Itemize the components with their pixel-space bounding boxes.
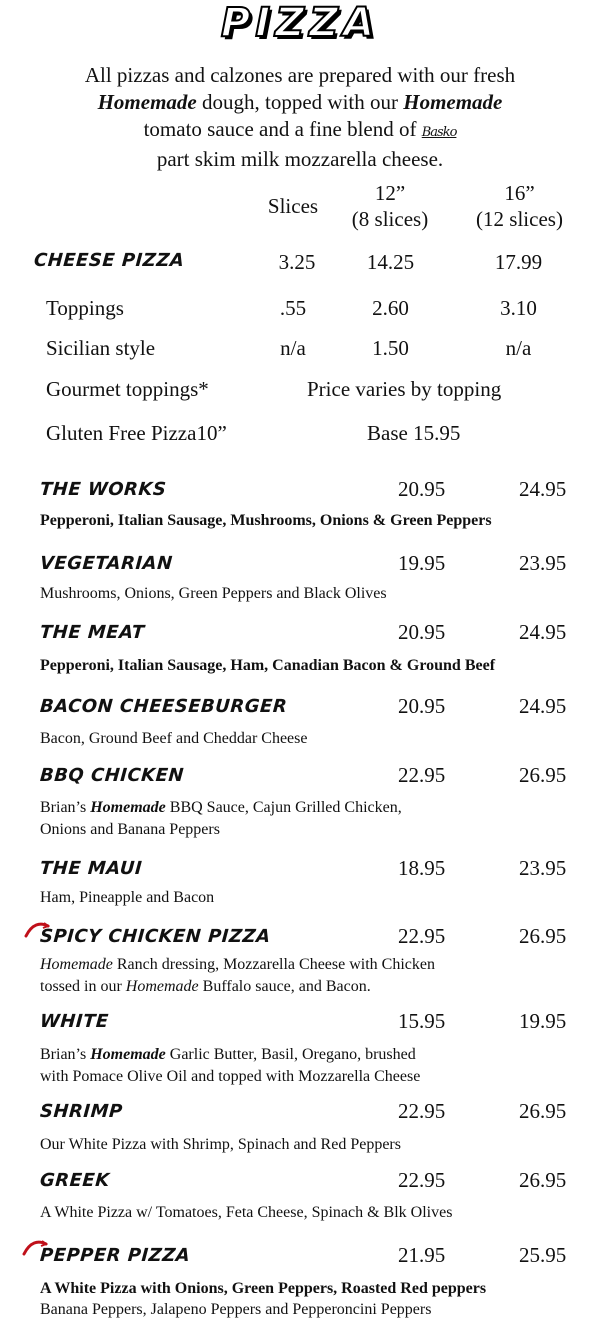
- gourmet-label: Gourmet toppings*: [46, 377, 209, 401]
- header-large-size: 16”: [504, 181, 535, 205]
- cheese-large-price: 17.99: [494, 250, 543, 274]
- cheese-medium-price: 14.25: [366, 250, 415, 274]
- specialty-description: A White Pizza w/ Tomatoes, Feta Cheese, Spinach & Blk Olives: [40, 1204, 453, 1221]
- header-medium-slices: (8 slices): [351, 207, 429, 231]
- specialty-name: THE MEAT: [39, 622, 146, 643]
- specialty-description: Mushrooms, Onions, Green Peppers and Black Olives: [40, 585, 387, 602]
- desc-fragment: Brian’s: [40, 1046, 91, 1063]
- cheese-slice-price: 3.25: [278, 250, 316, 274]
- page-title: PIZZA: [220, 0, 380, 46]
- intro-line: All pizzas and calzones are prepared with our fresh: [84, 63, 516, 87]
- header-slices: Slices: [267, 194, 319, 218]
- specialty-large-price: 26.95: [519, 1168, 567, 1192]
- specialty-medium-price: 22.95: [398, 924, 446, 948]
- specialty-description: A White Pizza with Onions, Green Peppers, Roasted Red peppers: [40, 1280, 487, 1297]
- specialty-name: BBQ CHICKEN: [39, 765, 185, 786]
- sicilian-large-price: n/a: [505, 336, 532, 360]
- sicilian-slice-price: n/a: [280, 336, 306, 360]
- specialty-medium-price: 22.95: [398, 763, 446, 787]
- specialty-description: [40, 797, 402, 819]
- specialty-medium-price: 18.95: [398, 856, 446, 880]
- header-medium-size: 12”: [374, 181, 406, 205]
- header-large: [462, 180, 577, 232]
- specialty-description: Pepperoni, Italian Sausage, Ham, Canadian Bacon & Ground Beef: [40, 657, 496, 674]
- intro-fragment: dough, topped with our: [196, 90, 404, 114]
- sicilian-medium-price: 1.50: [372, 336, 409, 360]
- homemade-emphasis: Homemade: [90, 1046, 166, 1063]
- specialty-description-line2: Banana Peppers, Jalapeno Peppers and Pepperoncini Peppers: [40, 1301, 432, 1318]
- specialty-name: PEPPER PIZZA: [39, 1245, 191, 1266]
- homemade-emphasis: Homemade: [403, 90, 503, 114]
- gluten-free-label: Gluten Free Pizza10”: [46, 421, 227, 445]
- specialty-name: VEGETARIAN: [39, 553, 174, 574]
- specialty-medium-price: 22.95: [398, 1168, 446, 1192]
- specialty-name: THE MAUI: [39, 858, 143, 879]
- intro-text: [30, 62, 570, 173]
- specialty-description-line2: with Pomace Olive Oil and topped with Mozzarella Cheese: [40, 1068, 421, 1085]
- specialty-name: THE WORKS: [39, 479, 168, 500]
- homemade-emphasis: Homemade: [125, 978, 199, 995]
- specialty-description-line2: [40, 976, 371, 998]
- specialty-large-price: 19.95: [519, 1009, 567, 1033]
- specialty-description: [40, 954, 435, 976]
- desc-fragment: Ranch dressing, Mozzarella Cheese with Chicken: [112, 956, 435, 973]
- desc-fragment: Brian’s: [40, 799, 91, 816]
- desc-fragment: Garlic Butter, Basil, Oregano, brushed: [165, 1046, 416, 1063]
- specialty-large-price: 26.95: [519, 763, 567, 787]
- cheese-pizza-label: CHEESE PIZZA: [33, 250, 186, 271]
- specialty-large-price: 23.95: [519, 551, 567, 575]
- desc-fragment: BBQ Sauce, Cajun Grilled Chicken,: [165, 799, 402, 816]
- specialty-description: Bacon, Ground Beef and Cheddar Cheese: [40, 730, 308, 747]
- specialty-medium-price: 19.95: [398, 551, 446, 575]
- toppings-slice-price: .55: [279, 296, 307, 320]
- specialty-medium-price: 20.95: [398, 620, 446, 644]
- intro-line: [30, 89, 570, 116]
- specialty-name: GREEK: [39, 1170, 111, 1191]
- cheese-brand-logo: Basko: [421, 125, 457, 140]
- specialty-medium-price: 20.95: [398, 694, 446, 718]
- specialty-medium-price: 21.95: [398, 1243, 446, 1267]
- intro-line: [30, 116, 570, 146]
- specialty-large-price: 24.95: [519, 477, 567, 501]
- specialty-description-line2: Onions and Banana Peppers: [40, 821, 220, 838]
- specialty-large-price: 26.95: [519, 1099, 567, 1123]
- desc-fragment: Buffalo sauce, and Bacon.: [198, 978, 371, 995]
- specialty-medium-price: 15.95: [398, 1009, 446, 1033]
- specialty-name: SPICY CHICKEN PIZZA: [39, 926, 272, 947]
- gourmet-price-note: Price varies by topping: [307, 377, 502, 401]
- specialty-large-price: 23.95: [519, 856, 567, 880]
- toppings-medium-price: 2.60: [372, 296, 409, 320]
- specialty-large-price: 25.95: [519, 1243, 567, 1267]
- specialty-name: WHITE: [39, 1011, 110, 1032]
- homemade-emphasis: Homemade: [97, 90, 197, 114]
- specialty-medium-price: 22.95: [398, 1099, 446, 1123]
- specialty-description: Pepperoni, Italian Sausage, Mushrooms, Onions & Green Peppers: [40, 512, 492, 529]
- header-large-slices: (12 slices): [476, 207, 563, 231]
- homemade-emphasis: Homemade: [90, 799, 166, 816]
- gluten-free-price: Base 15.95: [367, 421, 461, 445]
- specialty-large-price: 24.95: [519, 694, 567, 718]
- intro-line: part skim milk mozzarella cheese.: [156, 147, 444, 171]
- homemade-emphasis: Homemade: [40, 956, 113, 973]
- sicilian-label: Sicilian style: [46, 336, 156, 360]
- specialty-large-price: 26.95: [519, 924, 567, 948]
- toppings-large-price: 3.10: [500, 296, 537, 320]
- specialty-description: Ham, Pineapple and Bacon: [40, 889, 215, 906]
- specialty-medium-price: 20.95: [398, 477, 446, 501]
- desc-fragment: tossed in our: [40, 978, 126, 995]
- specialty-description: [40, 1044, 416, 1066]
- specialty-large-price: 24.95: [519, 620, 567, 644]
- intro-fragment: tomato sauce and a fine blend of: [143, 117, 422, 141]
- header-medium: [340, 180, 440, 232]
- specialty-description: Our White Pizza with Shrimp, Spinach and Red Peppers: [40, 1136, 401, 1153]
- specialty-name: BACON CHEESEBURGER: [39, 696, 288, 717]
- specialty-name: SHRIMP: [39, 1101, 124, 1122]
- toppings-label: Toppings: [46, 296, 124, 320]
